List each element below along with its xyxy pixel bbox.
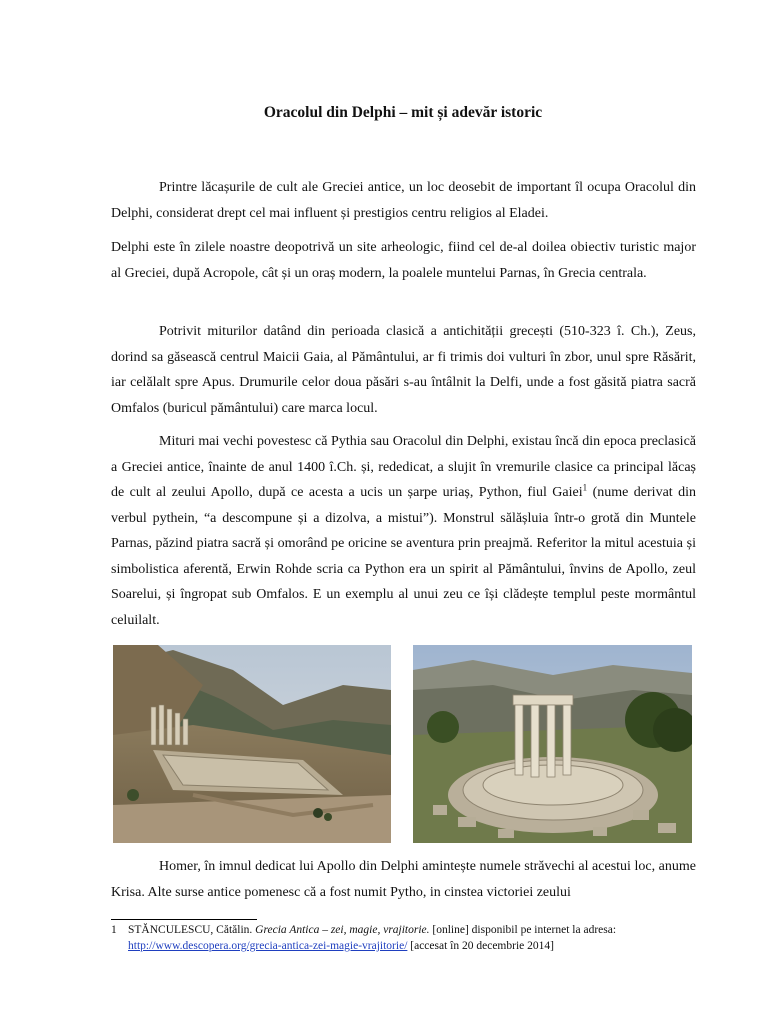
footnote: [111, 922, 696, 954]
paragraph-3: Potrivit miturilor datând din perioada clasică a antichității grecești (510-323 î. Ch.), Zeus, dorind sa găsească centrul Maicii Gaia, al Pământului, ar fi trimis doi vulturi în zbor, unul spre Răsărit, iar celălalt spre Apus. Drumurile celor doua păsări s-au întâlnit la Delfi, unde a fost găsită piatra sacră Omfalos (buricul pământului) care marca locul.: [111, 324, 696, 416]
footnote-separator: [111, 919, 257, 920]
tholos-photo: [413, 645, 692, 843]
paragraph-4-text-a: Mituri mai vechi povestesc că Pythia sau Oracolul din Delphi, existau încă din epoca preclasică a Greciei antice, înainte de anul 1400 î.Ch. și, rededicat, a slujit în vremurile clasice ca principal lăcaș de cult al zeului Apollo, după ce acesta a ucis un șarpe uriaș, Python, fiul Gaiei: [111, 434, 696, 500]
paragraph-2: Delphi este în zilele noastre deopotrivă un site arheologic, fiind cel de-al doilea obiectiv turistic major al Greciei, după Acropole, cât și un oraș modern, la poalele muntelui Parnas, în Grecia centrala.: [111, 240, 696, 281]
temple-of-apollo-photo: [113, 645, 391, 843]
paragraph-4-text-b: (nume derivat din verbul pythein, “a descompune și a dizolva, a mistui”). Monstrul sălășluia într-o grotă din Muntele Parnas, păzind piatra sacră și omorând pe oricine se aventura prin preajmă. Referitor la mitul acestuia și simbolistica aferentă, Erwin Rohde scria ca Python era un spirit al Pământului, învins de Apollo, zeul Soarelui, și îngropat sub Omfalos. E un exemplu al unui zeu ce își clădește templul peste mormântul celuilalt.: [111, 485, 697, 628]
footnote-author: STĂNCULESCU, Cătălin.: [128, 924, 253, 936]
paragraph-5: Homer, în imnul dedicat lui Apollo din Delphi amintește numele străvechi al acestui loc, anume Krisa. Alte surse antice pomenesc că a fost numit Pytho, in cinstea victoriei zeului: [111, 859, 696, 900]
paragraph-1: Printre lăcașurile de cult ale Greciei antice, un loc deosebit de important îl ocupa Oracolul din Delphi, considerat drept cel mai influent și prestigios centru religios al Eladei.: [111, 180, 696, 221]
document-title: Oracolul din Delphi – mit și adevăr istoric: [263, 104, 543, 121]
footnote-accessed: [accesat în 20 decembrie 2014]: [407, 940, 554, 952]
footnote-work-title: Grecia Antica – zei, magie, vrajitorie.: [255, 924, 430, 936]
paragraph-4: [111, 429, 696, 633]
footnote-text: [online] disponibil pe internet la adresa:: [432, 924, 617, 936]
footnote-link[interactable]: http://www.descopera.org/grecia-antica-zei-magie-vrajitorie/: [128, 940, 408, 952]
footnote-reference[interactable]: 1: [582, 482, 588, 493]
footnote-number: 1: [111, 924, 117, 936]
